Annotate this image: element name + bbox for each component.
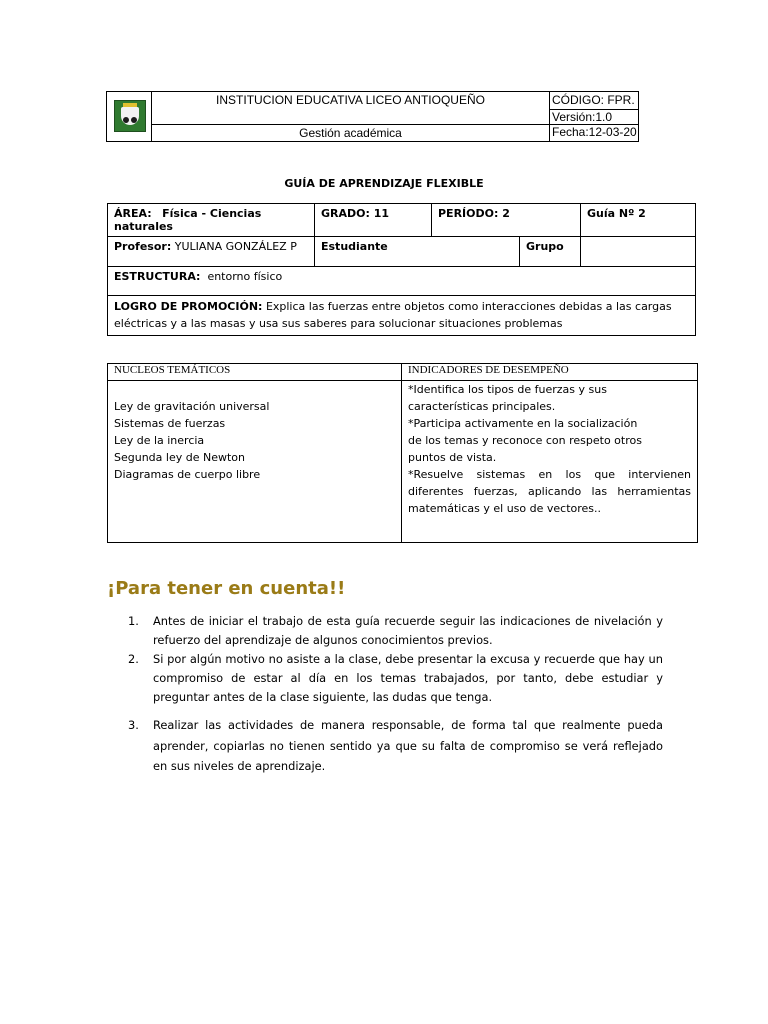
topics-cell [108, 381, 402, 543]
grado-cell: GRADO: 11 [315, 204, 432, 237]
profesor-label: Profesor: [114, 240, 172, 253]
periodo-cell: PERÍODO: 2 [432, 204, 581, 237]
guia-number-cell: Guía Nº 2 [581, 204, 696, 237]
estructura-label: ESTRUCTURA: [114, 270, 201, 283]
indicator-item: *Resuelve sistemas en los que intervienen diferentes fuerzas, aplicando las herramientas matemáticas y el uso de vectores.. [408, 468, 691, 515]
department-name: Gestión académica [152, 125, 550, 142]
document-date: Fecha:12-03-20 [550, 125, 639, 142]
nucleos-header: NUCLEOS TEMÁTICOS [108, 364, 402, 381]
topic-item: Diagramas de cuerpo libre [114, 468, 261, 481]
institution-name: INSTITUCION EDUCATIVA LICEO ANTIOQUEÑO [152, 92, 550, 125]
document-version: Versión:1.0 [552, 110, 613, 124]
code-version-cell [550, 92, 639, 125]
guide-title: GUÍA DE APRENDIZAJE FLEXIBLE [284, 177, 484, 190]
list-item [128, 715, 663, 777]
item-text: Antes de iniciar el trabajo de esta guía recuerde seguir las indicaciones de nivelación y refuerzo del aprendizaje de algunos conocimientos previos. [153, 614, 663, 647]
notes-list [128, 612, 663, 777]
guide-info-table [107, 203, 696, 336]
grupo-value-cell [581, 237, 696, 267]
area-cell [108, 204, 315, 237]
item-text: Si por algún motivo no asiste a la clase, debe presentar la excusa y recuerde que hay un compromiso de estar al día en los temas trabajados, por tanto, debe estudiar y preguntar antes de la clase siguiente, las dudas que tenga. [153, 652, 663, 704]
indicator-item: *Participa activamente en la socialización de los temas y reconoce con respeto otros puntos de vista. [408, 417, 642, 464]
indicators-cell [402, 381, 698, 543]
list-item [128, 650, 663, 707]
logo-cell [107, 92, 152, 142]
topic-item: Ley de gravitación universal [114, 400, 270, 413]
estructura-value: entorno físico [207, 270, 283, 283]
logro-cell [108, 296, 696, 336]
area-value: Física - Ciencias naturales [114, 207, 262, 233]
document-header [106, 91, 639, 142]
list-item [128, 612, 663, 650]
item-text: Realizar las actividades de manera responsable, de forma tal que realmente pueda aprender, copiarlas no tienen sentido ya que su falta de compromiso se verá reflejado en sus niveles de aprendizaje. [153, 718, 663, 773]
item-number: 2. [128, 652, 139, 666]
estructura-cell [108, 267, 696, 296]
item-number: 1. [128, 614, 139, 628]
nucleos-table [107, 363, 698, 543]
item-number: 3. [128, 718, 139, 732]
profesor-cell [108, 237, 315, 267]
profesor-value: YULIANA GONZÁLEZ P [174, 240, 297, 253]
notes-title: ¡Para tener en cuenta!! [107, 578, 346, 599]
topic-item: Sistemas de fuerzas [114, 417, 226, 430]
school-logo [114, 100, 146, 132]
grupo-cell: Grupo [520, 237, 581, 267]
indicator-item: *Identifica los tipos de fuerzas y sus características principales. [408, 383, 607, 413]
estudiante-cell: Estudiante [315, 237, 520, 267]
topic-item: Segunda ley de Newton [114, 451, 245, 464]
logro-value: Explica las fuerzas entre objetos como interacciones debidas a las cargas eléctricas y a las masas y usa sus saberes para solucionar situaciones problemas [114, 300, 672, 330]
document-code: CÓDIGO: FPR. [550, 92, 638, 110]
topic-item: Ley de la inercia [114, 434, 205, 447]
logro-label: LOGRO DE PROMOCIÓN: [114, 300, 263, 313]
area-label: ÁREA: [114, 207, 152, 220]
indicadores-header: INDICADORES DE DESEMPEÑO [402, 364, 698, 381]
